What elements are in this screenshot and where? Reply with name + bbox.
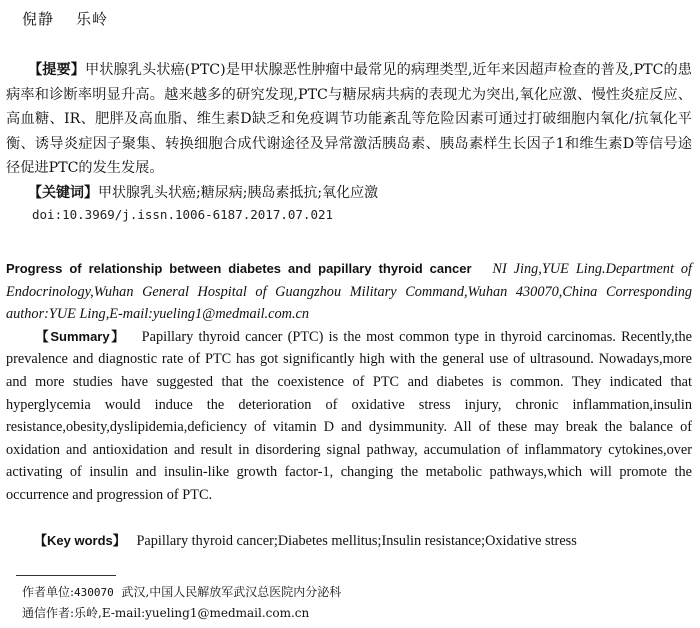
key-words-label: 【Key words】	[34, 533, 126, 548]
summary-text: Papillary thyroid cancer (PTC) is the most common type in thyroid carcinomas. Recently,the prevalence and diagnostic rate of PTC has got significantly high with the general use of ultrasound. Nowadays,more and more studies have suggested that the coexistence of PTC and diabetes is common. They indicated that hyperglycemia would induce the deterioration of oxidative stress injury, chronic inflammation,insulin resistance,obesity,dyslipidemia,deficiency of vitamin D and dysimmunity. All of these may break the balance of oxidation and antioxidation and result in disordering signal pathway, accumulation of inflammatory cytokines,over activating of insulin and insulin-like growth factor-1, changing the metabolic pathways,which will promote the occurrence and progression of PTC.	[6, 328, 693, 503]
english-abstract	[6, 258, 692, 507]
abstract-label: 【提要】	[28, 62, 86, 78]
keywords-label: 【关键词】	[28, 185, 98, 201]
summary-label: 【Summary】	[34, 328, 126, 344]
author-name: 乐岭	[76, 10, 109, 28]
author-unit	[22, 582, 341, 603]
author-list-chinese	[22, 8, 108, 29]
abstract-text: 甲状腺乳头状癌(PTC)是甲状腺恶性肿瘤中最常见的病理类型,近年来因超声检查的普及,PTC的患病率和诊断率明显升高。越来越多的研究发现,PTC与糖尿病共病的表现尤为突出,氧化应激、慢性炎症反应、高血糖、IR、肥胖及高血脂、维生素D缺乏和免疫调节功能紊乱等危险因素可通过打破细胞内氧化/抗氧化平衡、诱导炎症因子聚集、转换细胞合成代谢途径及异常激活胰岛素、胰岛素样生长因子1和维生素D等信号途径促进PTC的发生发展。	[6, 62, 692, 176]
english-title: Progress of relationship between diabetes and papillary thyroid cancer	[6, 261, 472, 276]
chinese-abstract	[6, 58, 692, 181]
unit-label: 作者单位:	[22, 585, 75, 599]
corresponding-author: Corresponding author:YUE Ling,E-mail:yueling1@medmail.com.cn	[6, 283, 692, 323]
chinese-keywords	[28, 182, 378, 202]
author-name: 倪静	[22, 10, 55, 28]
corresponding-footnote	[22, 603, 341, 623]
corr-text: 乐岭,E-mail:yueling1@medmail.com.cn	[74, 606, 310, 620]
keywords-text: 甲状腺乳头状癌;糖尿病;胰岛素抵抗;氧化应激	[98, 185, 379, 201]
unit-text: 武汉,中国人民解放军武汉总医院内分泌科	[121, 585, 342, 599]
unit-postcode: 430070	[74, 586, 114, 599]
key-words-text: Papillary thyroid cancer;Diabetes mellitus;Insulin resistance;Oxidative stress	[136, 533, 577, 549]
english-affiliation: NI Jing,YUE Ling.Department of Endocrinology,Wuhan General Hospital of Guangzhou Military Command,Wuhan 430070,China	[6, 261, 692, 300]
footnote-divider	[16, 575, 116, 576]
footnote	[22, 582, 341, 623]
doi-line: doi:10.3969/j.issn.1006-6187.2017.07.021	[32, 207, 334, 222]
corr-label: 通信作者:	[22, 606, 75, 620]
english-keywords	[34, 530, 577, 550]
